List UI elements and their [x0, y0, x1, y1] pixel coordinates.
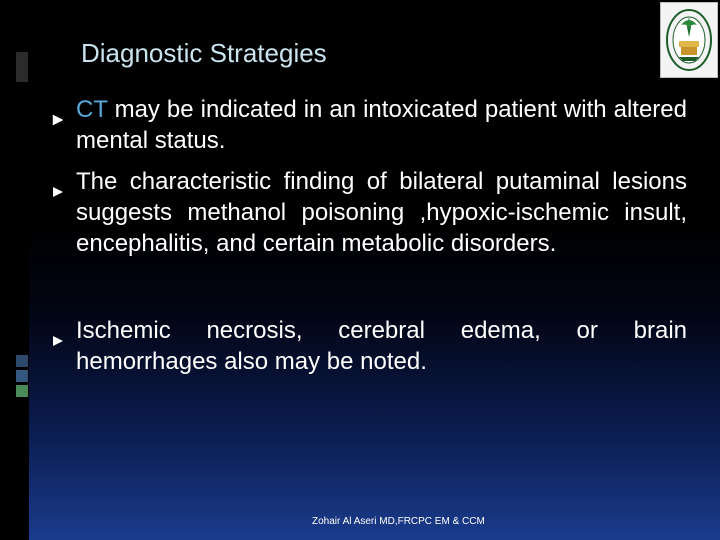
bullet-list	[50, 94, 687, 377]
bullet-text: The characteristic finding of bilateral putaminal lesions suggests methanol poisoning ,hypoxic-ischemic insult, encephalitis, and certain metabolic disorders.	[76, 168, 687, 257]
strip-bar	[16, 52, 28, 82]
square-bullet-icon	[52, 175, 64, 187]
strip-bar	[16, 385, 28, 397]
slide-title: Diagnostic Strategies	[81, 38, 327, 68]
slide-footer: Zohair Al Aseri MD,FRCPC EM & CCM	[312, 516, 485, 527]
strip-bar	[16, 370, 28, 382]
university-seal-icon	[660, 2, 718, 78]
square-bullet-icon	[52, 324, 64, 336]
bullet-item	[50, 166, 687, 259]
bullet-text: may be indicated in an intoxicated patient with altered mental status.	[76, 96, 687, 154]
left-decoration-strip	[0, 0, 29, 540]
square-bullet-icon	[52, 103, 64, 115]
ct-highlight: CT	[76, 96, 108, 123]
bullet-item	[50, 94, 687, 156]
bullet-item	[50, 315, 687, 377]
bullet-text: Ischemic necrosis, cerebral edema, or brain hemorrhages also may be noted.	[76, 317, 687, 375]
strip-bar	[16, 355, 28, 367]
